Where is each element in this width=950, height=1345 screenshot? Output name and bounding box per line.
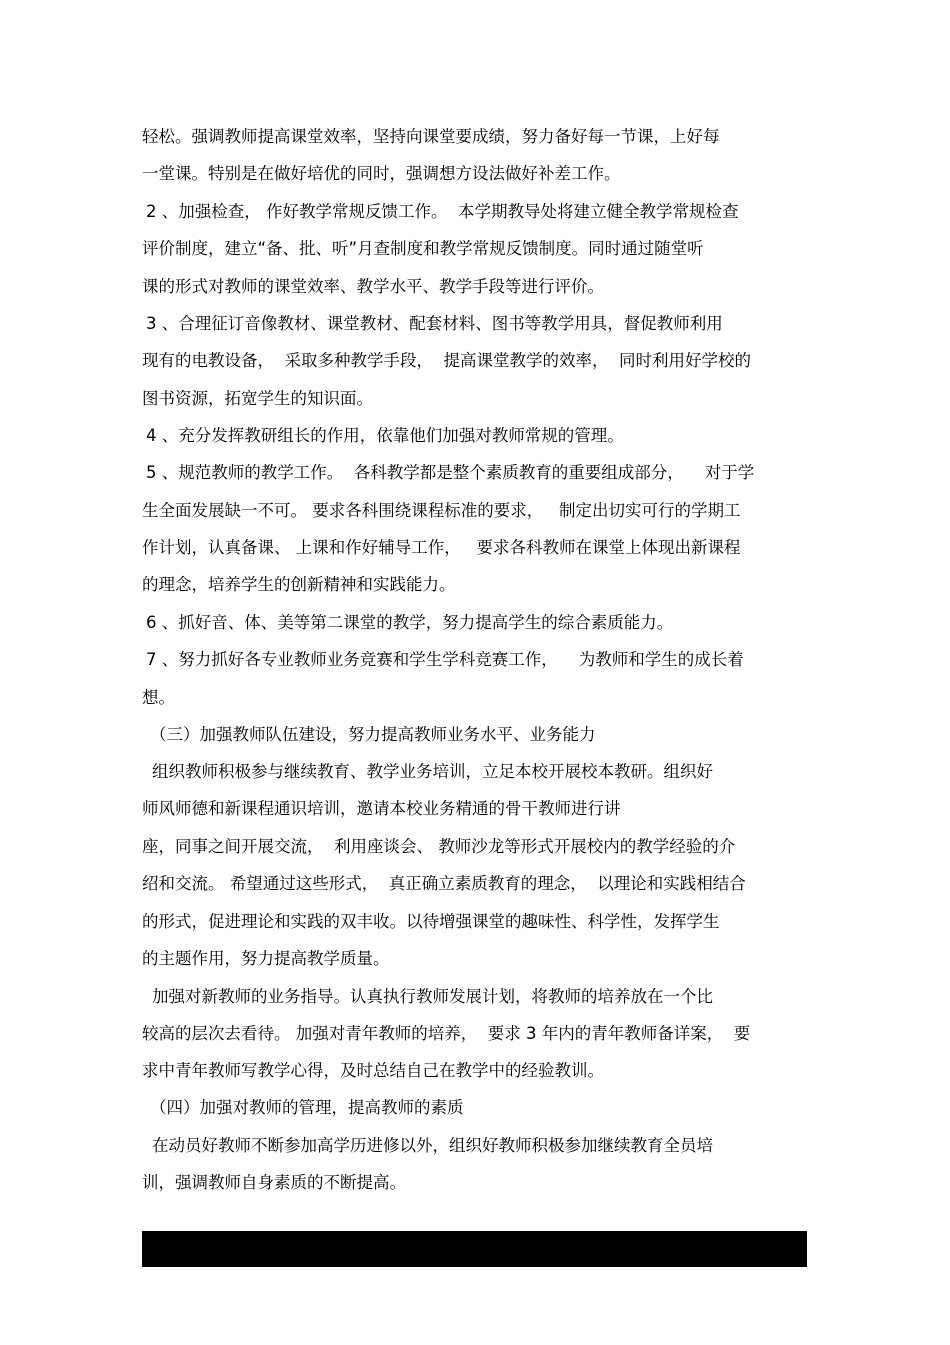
text-line-28: 在动员好教师不断参加高学历进修以外，组织好教师积极参加继续教育全员培 (152, 1136, 713, 1155)
text-line-11: 生全面发展缺一不可。 要求各科围绕课程标准的要求， 制定出切实可行的学期工 (142, 501, 741, 520)
text-line-26: 求中青年教师写教学心得，及时总结自己在教学中的经验教训。 (142, 1061, 604, 1080)
text-line-18: 组织教师积极参与继续教育、教学业务培训，立足本校开展校本教研。组织好 (152, 762, 713, 781)
footer-black-bar (142, 1231, 807, 1267)
text-line-24: 加强对新教师的业务指导。认真执行教师发展计划，将教师的培养放在一个比 (152, 987, 713, 1006)
text-line-16: 想。 (142, 688, 175, 707)
text-line-6: 3 、合理征订音像教材、课堂教材、配套材料、图书等教学用具，督促教师利用 (146, 314, 723, 333)
text-line-21: 绍和交流。 希望通过这些形式， 真正确立素质教育的理念， 以理论和实践相结合 (142, 874, 746, 893)
text-line-19: 师风师德和新课程通识培训，邀请本校业务精通的骨干教师进行讲 (142, 799, 621, 818)
text-line-15: 7 、努力抓好各专业教师业务竞赛和学生学科竞赛工作， 为教师和学生的成长着 (146, 650, 744, 669)
section-heading-3: （三）加强教师队伍建设，努力提高教师业务水平、业务能力 (150, 725, 596, 744)
text-line-12: 作计划，认真备课、 上课和作好辅导工作， 要求各科教师在课堂上体现出新课程 (142, 538, 741, 557)
text-line-9: 4 、充分发挥教研组长的作用，依靠他们加强对教师常规的管理。 (146, 426, 624, 445)
text-line-23: 的主题作用，努力提高教学质量。 (142, 949, 390, 968)
text-line-13: 的理念，培养学生的创新精神和实践能力。 (142, 575, 456, 594)
text-line-4: 评价制度，建立“备、批、听”月查制度和教学常规反馈制度。同时通过随堂听 (142, 239, 704, 258)
text-line-5: 课的形式对教师的课堂效率、教学水平、教学手段等进行评价。 (142, 277, 604, 296)
text-line-10: 5 、规范教师的教学工作。 各科教学都是整个素质教育的重要组成部分， 对于学 (146, 463, 755, 482)
text-line-2: 一堂课。特别是在做好培优的同时，强调想方设法做好补差工作。 (142, 164, 621, 183)
text-line-14: 6 、抓好音、体、美等第二课堂的教学，努力提高学生的综合素质能力。 (146, 613, 674, 632)
text-line-3: 2 、加强检查， 作好教学常规反馈工作。 本学期教导处将建立健全教学常规检查 (146, 202, 739, 221)
section-heading-4: （四）加强对教师的管理，提高教师的素质 (150, 1098, 464, 1117)
text-line-20: 座，同事之间开展交流， 利用座谈会、 教师沙龙等形式开展校内的教学经验的介 (142, 837, 736, 856)
text-line-29: 训，强调教师自身素质的不断提高。 (142, 1173, 406, 1192)
text-line-7: 现有的电教设备， 采取多种教学手段， 提高课堂教学的效率， 同时利用好学校的 (142, 351, 751, 370)
text-line-22: 的形式，促进理论和实践的双丰收。以待增强课堂的趣味性、科学性，发挥学生 (142, 912, 720, 931)
text-line-25: 较高的层次去看待。 加强对青年教师的培养， 要求 3 年内的青年教师备详案， 要 (142, 1024, 751, 1043)
text-line-1: 轻松。强调教师提高课堂效率，坚持向课堂要成绩，努力备好每一节课，上好每 (142, 127, 720, 146)
text-line-8: 图书资源，拓宽学生的知识面。 (142, 389, 373, 408)
